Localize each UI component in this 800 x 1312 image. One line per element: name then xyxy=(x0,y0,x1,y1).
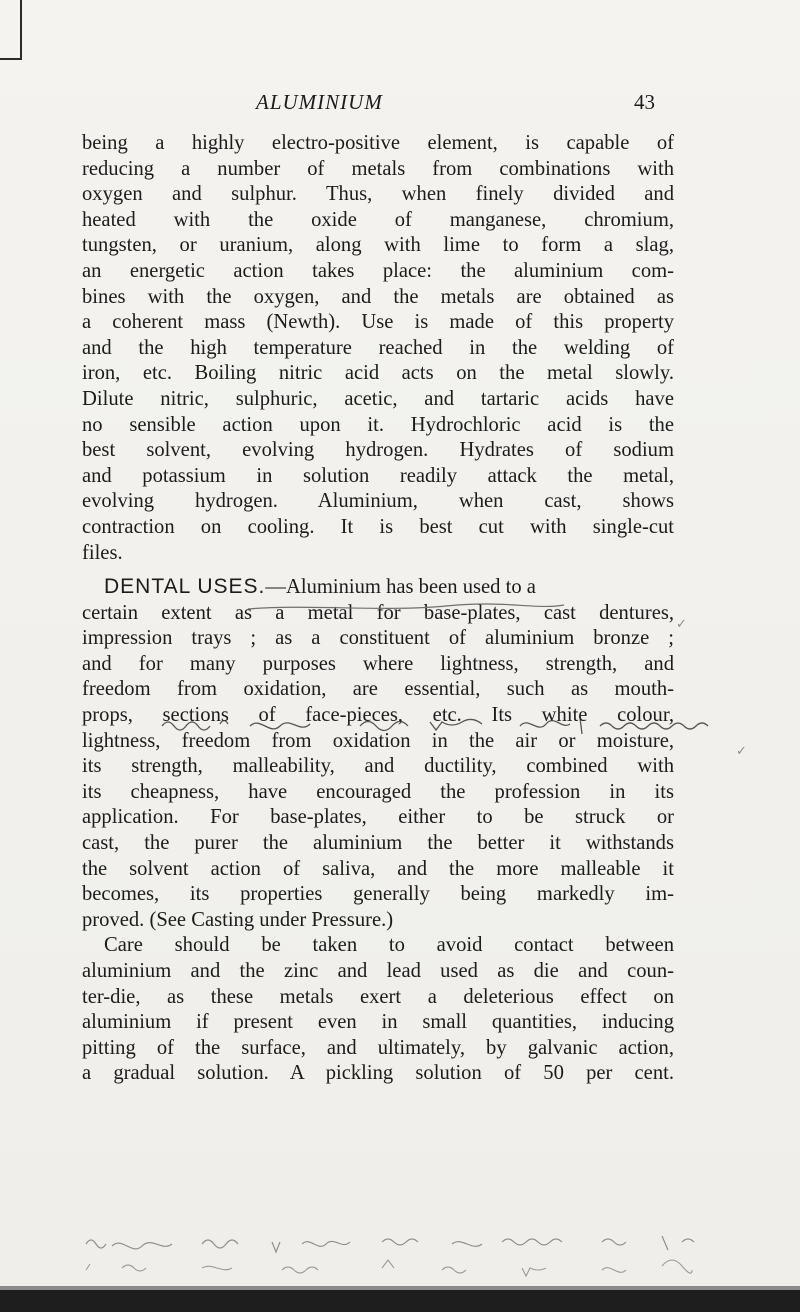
paragraph-1 xyxy=(82,131,674,566)
page-edge-mark xyxy=(0,0,22,60)
text-line: oxygen and sulphur. Thus, when finely divided and xyxy=(82,183,674,206)
section-first-line xyxy=(82,574,674,601)
text-line: evolving hydrogen. Aluminium, when cast, shows xyxy=(82,490,674,513)
dental-uses-section xyxy=(82,574,674,933)
text-line: Dilute nitric, sulphuric, acetic, and tartaric acids have xyxy=(82,387,674,410)
text-line: files. xyxy=(82,541,123,564)
bottom-handwritten-scrawl xyxy=(82,1230,722,1280)
margin-pencil-mark: ✓ xyxy=(676,617,687,632)
text-line: iron, etc. Boiling nitric acid acts on the metal slowly. xyxy=(82,362,674,385)
text-line: certain extent as a metal for base-plates, cast dentures, xyxy=(82,601,674,624)
text-line: proved. (See Casting under Pressure.) xyxy=(82,908,394,931)
text-line: contraction on cooling. It is best cut with single-cut xyxy=(82,515,674,538)
text-line: cast, the purer the aluminium the better it withstands xyxy=(82,832,674,855)
text-line: heated with the oxide of manganese, chromium, xyxy=(82,208,674,231)
text-line: its strength, malleability, and ductility, combined with xyxy=(82,755,674,778)
text-line: its cheapness, have encouraged the profession in its xyxy=(82,780,674,803)
text-line: bines with the oxygen, and the metals are obtained as xyxy=(82,285,674,308)
paragraph-3 xyxy=(82,933,674,1087)
section-heading: DENTAL USES. xyxy=(104,575,266,599)
text-line: becomes, its properties generally being markedly im- xyxy=(82,883,674,906)
section-gap xyxy=(82,566,674,574)
text-line: and the high temperature reached in the welding of xyxy=(82,336,674,359)
text-line: tungsten, or uranium, along with lime to form a slag, xyxy=(82,234,674,257)
text-line: no sensible action upon it. Hydrochloric acid is the xyxy=(82,413,674,436)
text-line: an energetic action takes place: the aluminium com- xyxy=(82,259,674,282)
text-line: reducing a number of metals from combinations with xyxy=(82,157,674,180)
text-line: a gradual solution. A pickling solution of 50 per cent. xyxy=(82,1062,674,1085)
text-line: application. For base-plates, either to be struck or xyxy=(82,806,674,829)
text-line: being a highly electro-positive element, is capable of xyxy=(82,132,674,154)
text-line: and potassium in solution readily attack the metal, xyxy=(82,464,674,487)
text-line: pitting of the surface, and ultimately, by galvanic action, xyxy=(82,1036,674,1059)
running-title: ALUMINIUM xyxy=(256,90,383,114)
text-line: Care should be taken to avoid contact between xyxy=(104,934,674,957)
text-line: best solvent, evolving hydrogen. Hydrates of sodium xyxy=(82,439,674,462)
section-lead: —Aluminium has been used to a xyxy=(265,576,536,599)
margin-pencil-mark: ✓ xyxy=(736,744,747,759)
text-line: and for many purposes where lightness, strength, and xyxy=(82,652,674,675)
text-line: aluminium if present even in small quantities, inducing xyxy=(82,1011,674,1034)
page-number: 43 xyxy=(634,90,655,114)
text-line: impression trays ; as a constituent of aluminium bronze ; xyxy=(82,627,674,650)
text-line: a coherent mass (Newth). Use is made of this property xyxy=(82,311,674,334)
text-line: props, sections of face-pieces, etc. Its white colour, xyxy=(82,704,674,727)
text-line: freedom from oxidation, are essential, such as mouth- xyxy=(82,678,674,701)
running-head xyxy=(0,90,800,120)
text-line: aluminium and the zinc and lead used as die and coun- xyxy=(82,960,674,982)
handwritten-annotation xyxy=(160,714,800,734)
text-line: the solvent action of saliva, and the more malleable it xyxy=(82,857,674,880)
text-line: lightness, freedom from oxidation in the air or moisture, xyxy=(82,729,674,752)
underline-scribble xyxy=(246,600,566,616)
scan-bottom-edge xyxy=(0,1290,800,1312)
text-line: ter-die, as these metals exert a deleterious effect on xyxy=(82,985,674,1008)
